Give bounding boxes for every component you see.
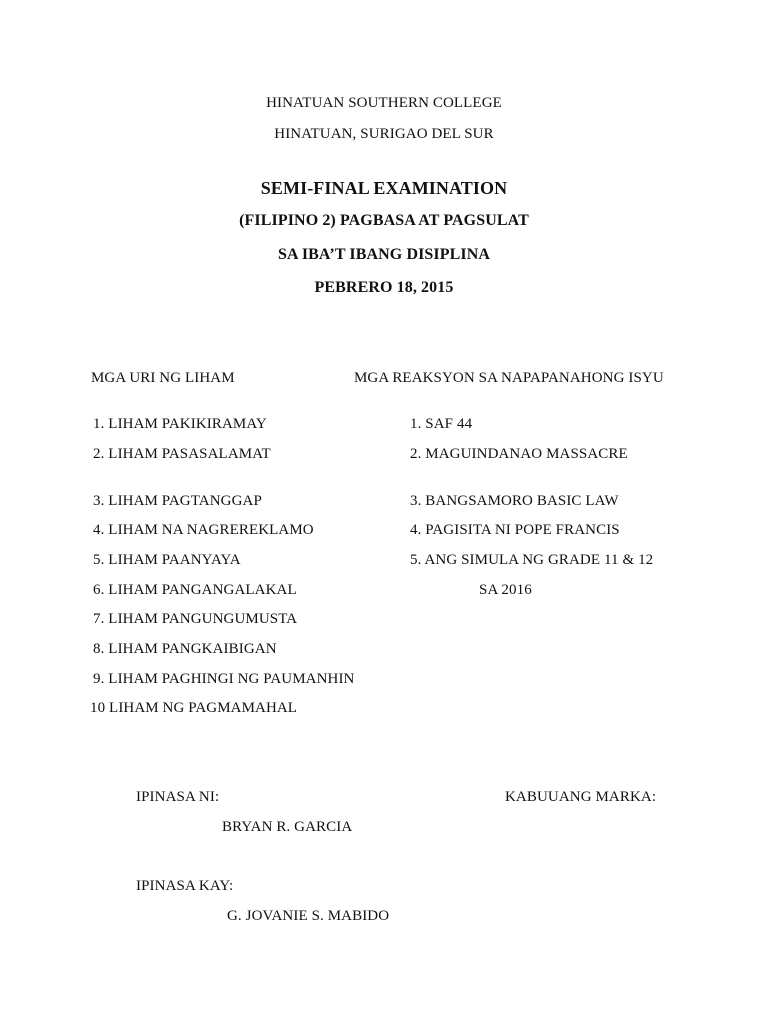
list-item: 1. LIHAM PAKIKIRAMAY [93, 416, 267, 432]
list-item: 9. LIHAM PAGHINGI NG PAUMANHIN [93, 671, 355, 687]
exam-subject-line-2: SA IBA’T IBANG DISIPLINA [277, 246, 491, 263]
list-item: 5. LIHAM PAANYAYA [93, 552, 241, 568]
list-item: 5. ANG SIMULA NG GRADE 11 & 12 [410, 552, 654, 568]
submitted-by-label: IPINASA NI: [136, 789, 220, 805]
list-item: 10 LIHAM NG PAGMAMAHAL [90, 700, 298, 716]
left-column-heading: MGA URI NG LIHAM [91, 370, 235, 386]
right-column-heading: MGA REAKSYON SA NAPAPANAHONG ISYU [354, 370, 664, 386]
exam-title: SEMI-FINAL EXAMINATION [260, 178, 508, 198]
list-item: 3. BANGSAMORO BASIC LAW [410, 493, 619, 509]
submitted-to-label: IPINASA KAY: [136, 878, 234, 894]
list-item: 8. LIHAM PANGKAIBIGAN [93, 641, 277, 657]
list-item: 3. LIHAM PAGTANGGAP [93, 493, 262, 509]
list-item: 4. LIHAM NA NAGREREKLAMO [93, 522, 314, 538]
list-item: 4. PAGISITA NI POPE FRANCIS [410, 522, 620, 538]
submitted-to-name: G. JOVANIE S. MABIDO [227, 908, 390, 924]
submitted-by-name: BRYAN R. GARCIA [222, 819, 353, 835]
list-item: 6. LIHAM PANGANGALAKAL [93, 582, 297, 598]
school-location: HINATUAN, SURIGAO DEL SUR [274, 126, 494, 142]
list-item: 1. SAF 44 [410, 416, 473, 432]
list-item: 7. LIHAM PANGUNGUMUSTA [93, 611, 298, 627]
list-item: 2. LIHAM PASASALAMAT [93, 446, 271, 462]
list-item: 2. MAGUINDANAO MASSACRE [410, 446, 628, 462]
exam-date: PEBRERO 18, 2015 [314, 279, 454, 296]
list-item-continuation: SA 2016 [479, 582, 532, 598]
exam-subject-line-1: (FILIPINO 2) PAGBASA AT PAGSULAT [239, 212, 529, 229]
total-grade-label: KABUUANG MARKA: [505, 789, 657, 805]
school-name: HINATUAN SOUTHERN COLLEGE [266, 95, 502, 111]
